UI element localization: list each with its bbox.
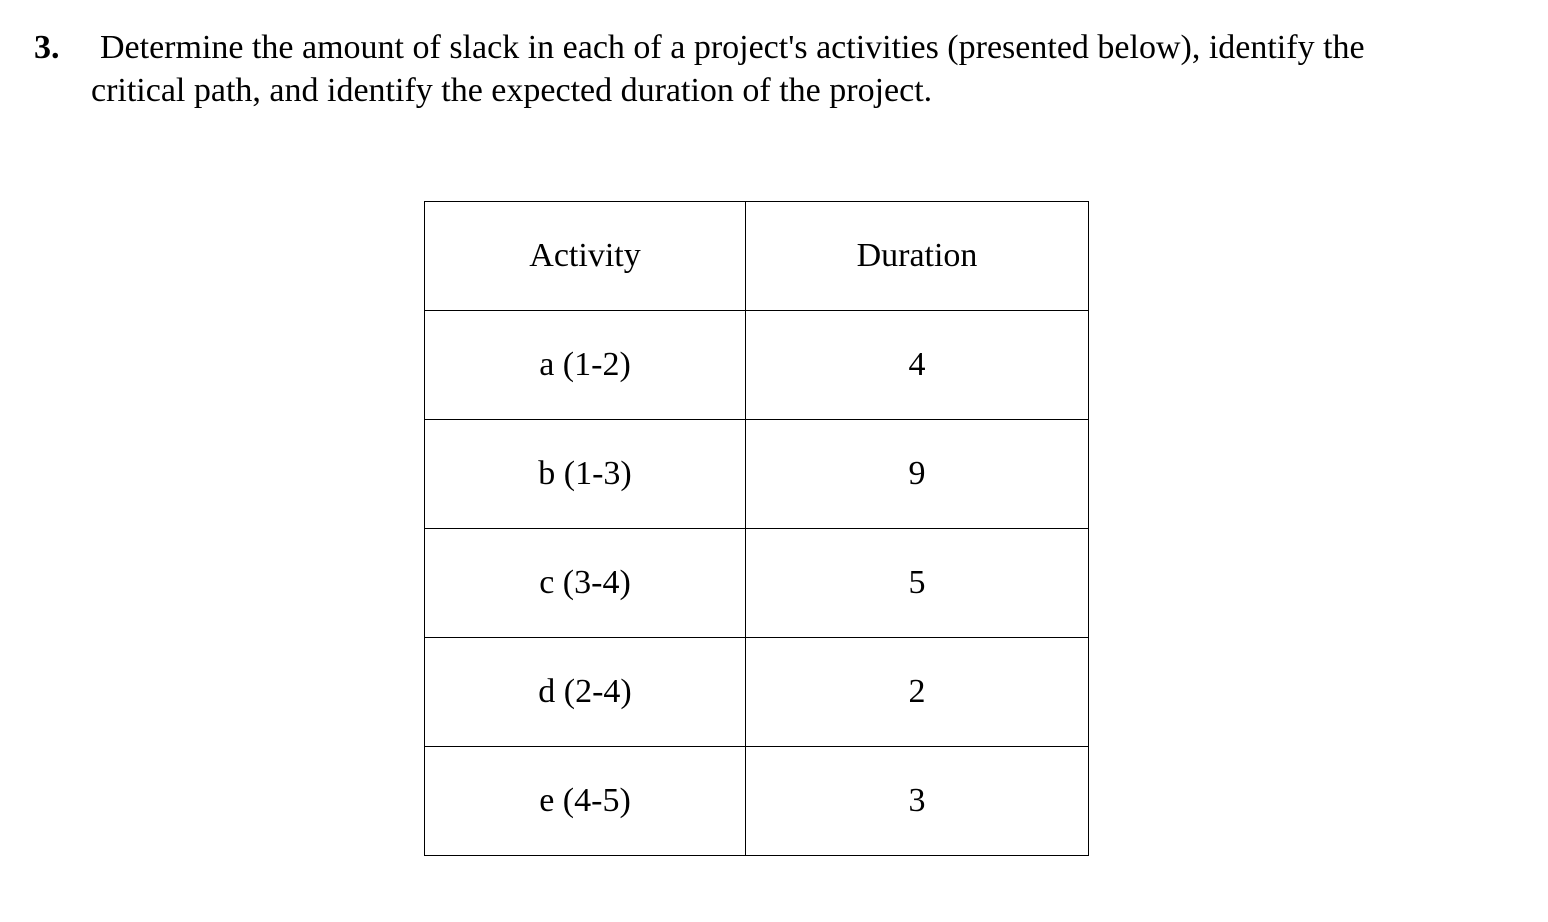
question-number: 3. bbox=[34, 29, 60, 66]
duration-cell: 2 bbox=[746, 638, 1089, 747]
table-row bbox=[425, 747, 1089, 856]
activity-table bbox=[424, 201, 1089, 856]
question-line-1 bbox=[34, 26, 1524, 69]
table-row bbox=[425, 638, 1089, 747]
activity-cell: a (1-2) bbox=[425, 311, 746, 420]
header-activity: Activity bbox=[425, 202, 746, 311]
table-row bbox=[425, 420, 1089, 529]
activity-cell: e (4-5) bbox=[425, 747, 746, 856]
duration-cell: 4 bbox=[746, 311, 1089, 420]
table-header-row bbox=[425, 202, 1089, 311]
question-text-line-2: critical path, and identify the expected duration of the project. bbox=[91, 72, 933, 109]
header-duration: Duration bbox=[746, 202, 1089, 311]
duration-cell: 5 bbox=[746, 529, 1089, 638]
activity-cell: d (2-4) bbox=[425, 638, 746, 747]
table-row bbox=[425, 311, 1089, 420]
activity-cell: b (1-3) bbox=[425, 420, 746, 529]
duration-cell: 3 bbox=[746, 747, 1089, 856]
table-row bbox=[425, 529, 1089, 638]
duration-cell: 9 bbox=[746, 420, 1089, 529]
question bbox=[34, 26, 1524, 112]
question-text-line-1: Determine the amount of slack in each of a project's activities (presented below), identify the bbox=[100, 29, 1365, 66]
activity-cell: c (3-4) bbox=[425, 529, 746, 638]
